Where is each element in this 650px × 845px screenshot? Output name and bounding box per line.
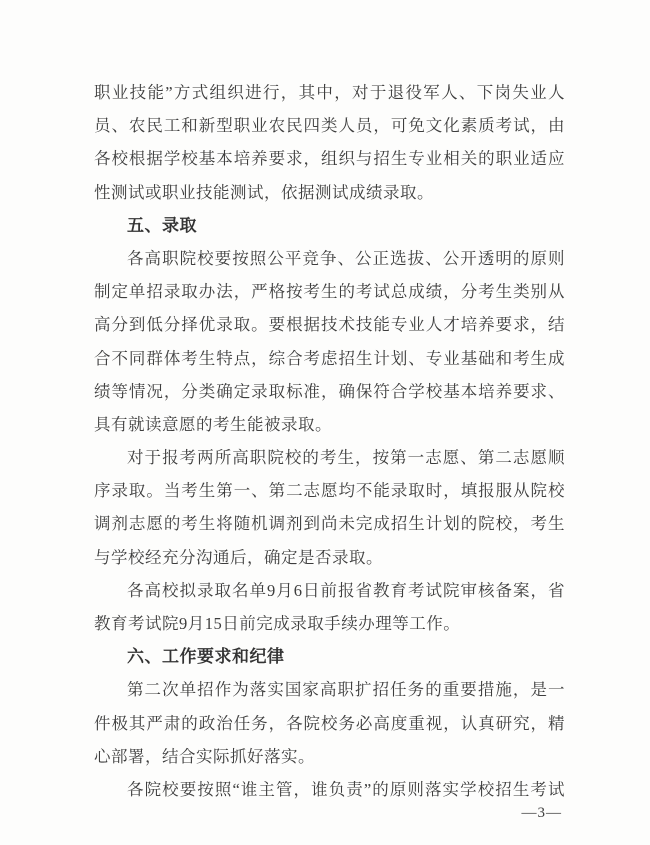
text-line: 与学校经充分沟通后，确定是否录取。 <box>94 547 383 567</box>
text-line: 序录取。当考生第一、第二志愿均不能录取时，填报服从院校 <box>94 481 565 501</box>
section-heading: 六、工作要求和纪律 <box>127 647 285 667</box>
text-line: 教育考试院9月15日前完成录取手续办理等工作。 <box>94 614 461 633</box>
text-line: 高分到低分择优录取。要根据技术技能专业人才培养要求，结 <box>94 315 565 335</box>
text-line: 职业技能”方式组织进行，其中，对于退役军人、下岗失业人 <box>94 83 565 102</box>
text-line: 合不同群体考生特点，综合考虑招生计划、专业基础和考生成 <box>94 348 565 368</box>
text-line: 各高校拟录取名单9月6日前报省教育考试院审核备案，省 <box>127 580 565 600</box>
text-line: 各校根据学校基本培养要求，组织与招生专业相关的职业适应 <box>94 149 565 169</box>
text-line: 各院校要按照“谁主管，谁负责”的原则落实学校招生考试 <box>127 779 565 799</box>
text-line: 各高职院校要按照公平竞争、公正选拔、公开透明的原则 <box>127 248 565 268</box>
text-line: 性测试或职业技能测试，依据测试成绩录取。 <box>94 182 434 202</box>
text-line: 对于报考两所高职院校的考生，按第一志愿、第二志愿顺 <box>127 448 565 468</box>
text-line: 制定单招录取办法，严格按考生的考试总成绩，分考生类别从 <box>94 282 565 302</box>
text-line: 心部署，结合实际抓好落实。 <box>94 746 315 766</box>
text-line: 具有就读意愿的考生能被录取。 <box>94 414 332 434</box>
document-body <box>94 76 565 806</box>
text-line: 件极其严肃的政治任务，各院校务必高度重视，认真研究，精 <box>94 713 565 733</box>
text-line: 第二次单招作为落实国家高职扩招任务的重要措施，是一 <box>127 680 565 700</box>
page-number: —3— <box>521 805 562 821</box>
text-line: 调剂志愿的考生将随机调剂到尚未完成招生计划的院校，考生 <box>94 514 565 534</box>
text-line: 绩等情况，分类确定录取标准，确保符合学校基本培养要求、 <box>94 381 565 401</box>
text-line: 员、农民工和新型职业农民四类人员，可免文化素质考试，由 <box>94 116 565 136</box>
section-heading: 五、录取 <box>127 215 197 235</box>
